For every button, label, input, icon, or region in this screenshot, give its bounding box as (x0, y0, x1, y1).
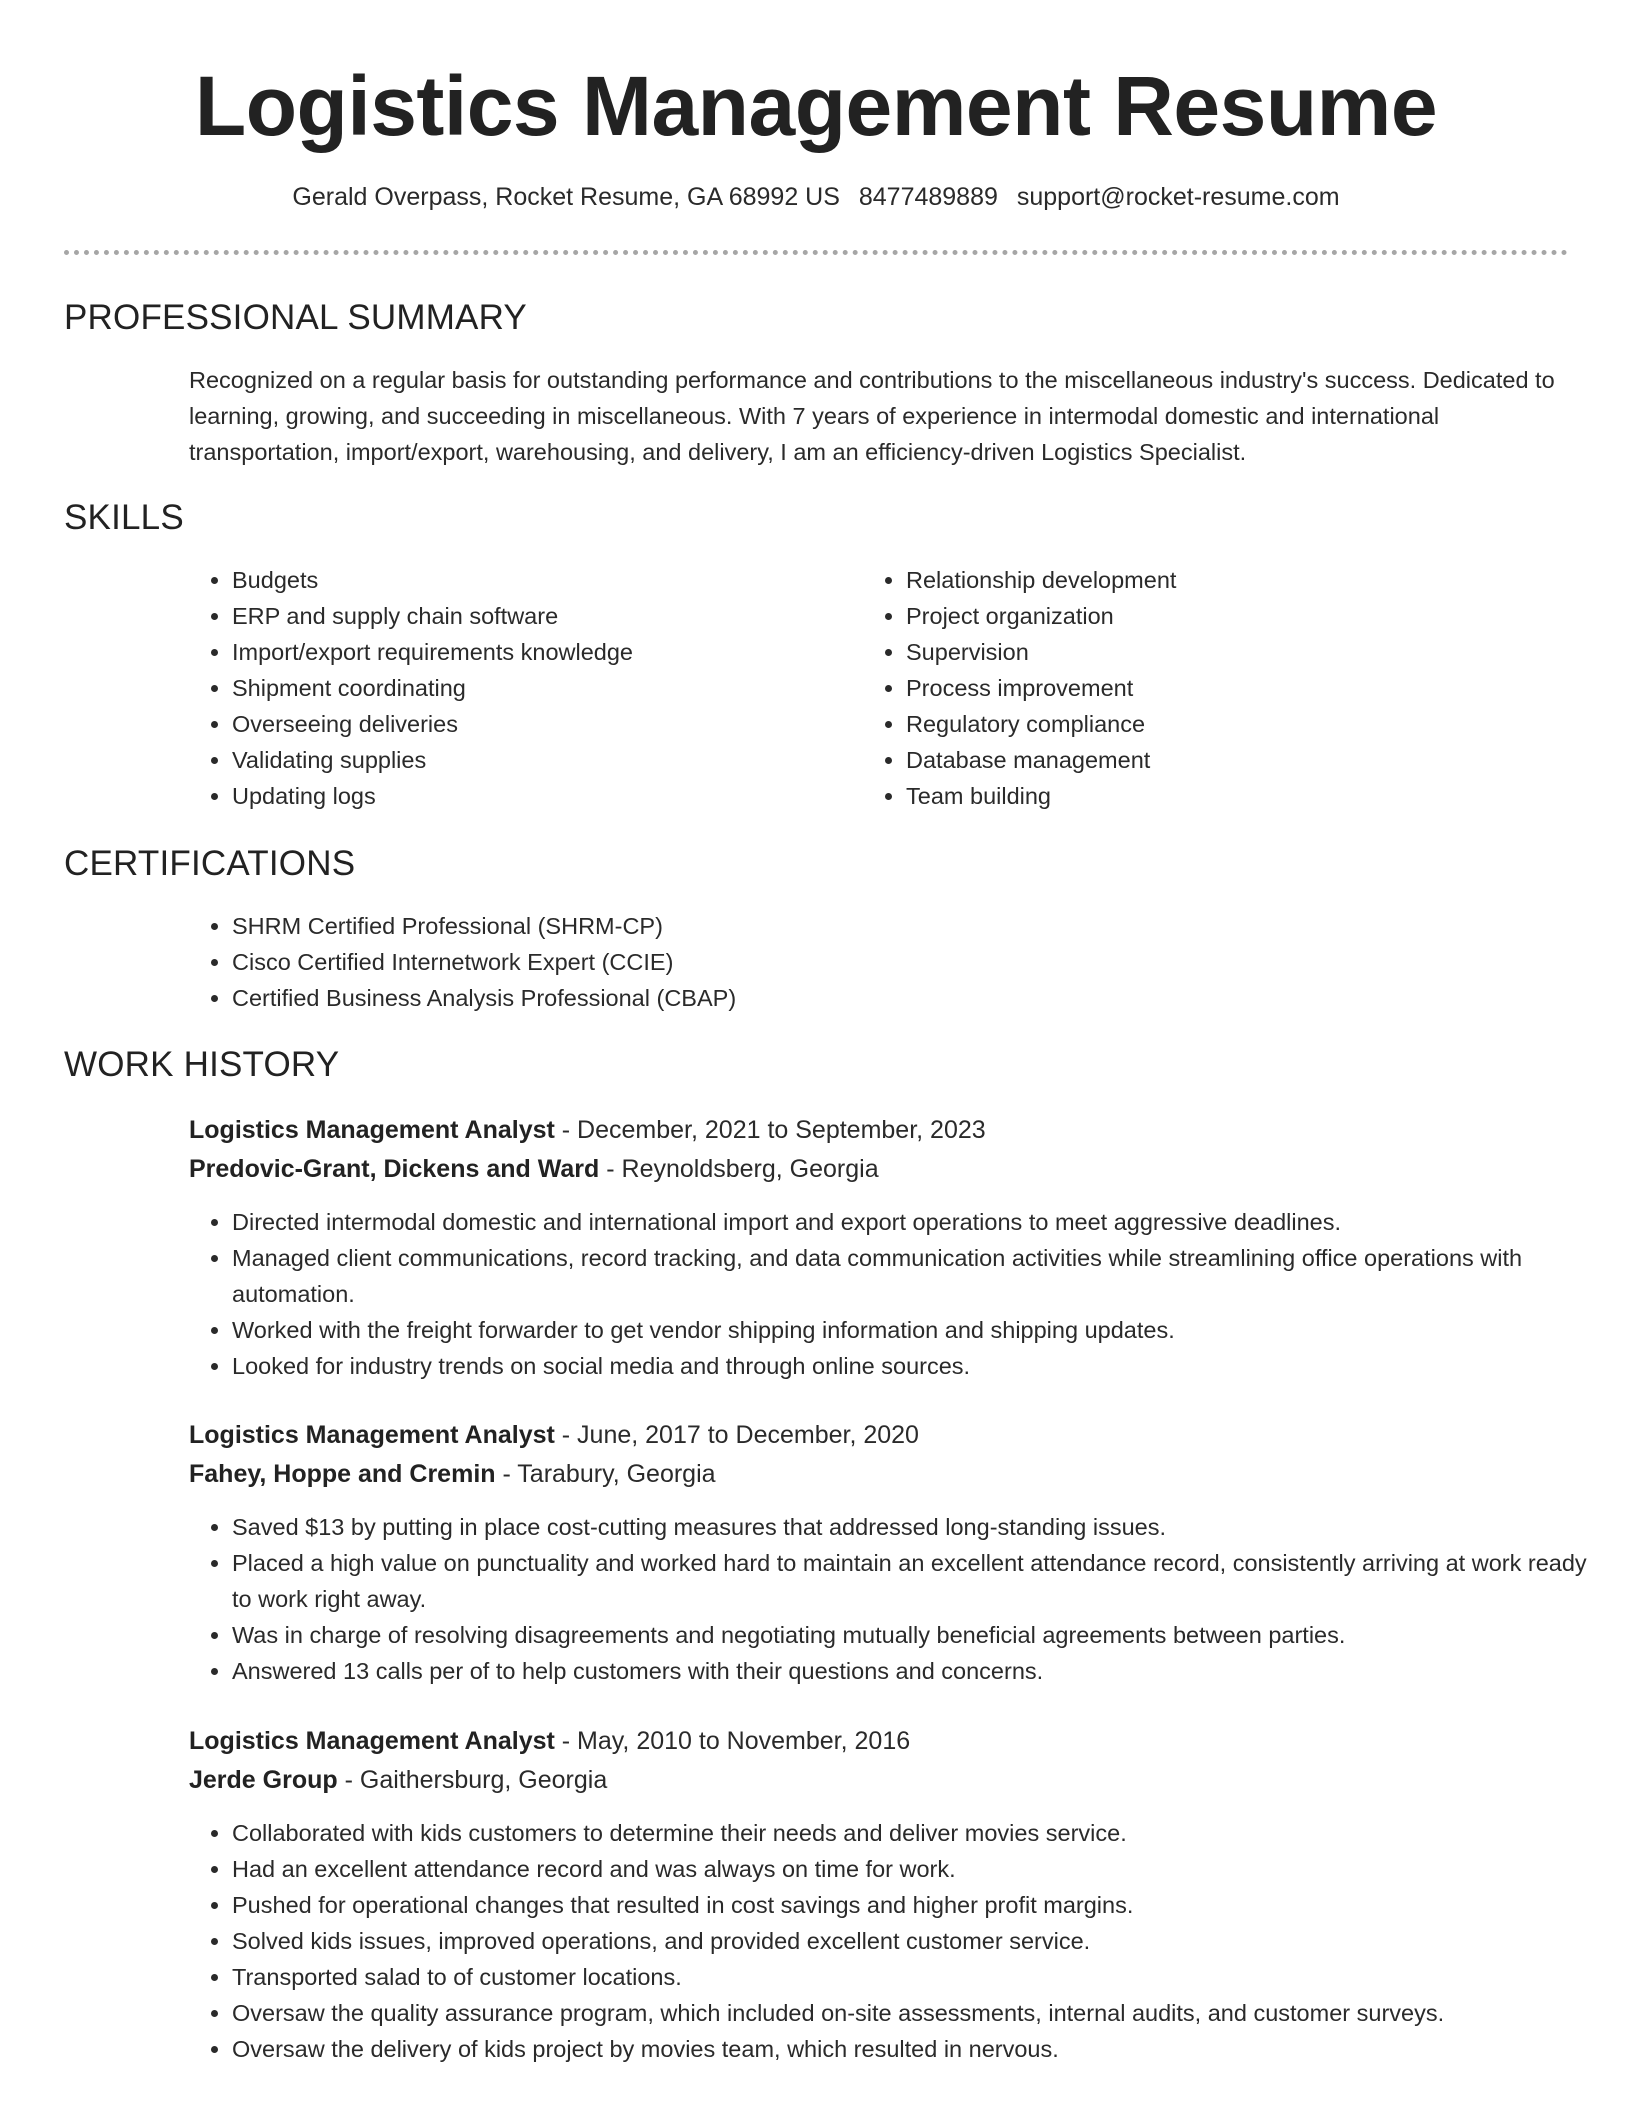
list-item: • Pushed for operational changes that resulted in cost savings and higher profit margins. (232, 1887, 1612, 1923)
list-item: • Looked for industry trends on social media and through online sources. (232, 1348, 1612, 1384)
list-item: • Was in charge of resolving disagreements and negotiating mutually beneficial agreements between parties. (232, 1617, 1612, 1653)
job-title: Logistics Management Analyst (189, 1421, 555, 1449)
job-title-line (189, 1112, 986, 1148)
job-bullets (189, 1204, 1612, 1384)
skills-list-left (189, 562, 812, 814)
list-item: • Relationship development (906, 562, 1486, 598)
list-item: • Certified Business Analysis Professional (CBAP) (232, 980, 1432, 1016)
contact-phone: 8477489889 (858, 183, 998, 211)
list-item: • Oversaw the delivery of kids project by movies team, which resulted in nervous. (232, 2031, 1612, 2067)
list-item: • Directed intermodal domestic and international import and export operations to meet aggressive deadlines. (232, 1204, 1612, 1240)
certifications-list (189, 908, 1432, 1016)
header-divider (64, 250, 1568, 255)
job-company: Predovic-Grant, Dickens and Ward (189, 1155, 600, 1183)
list-item: • Overseeing deliveries (232, 706, 812, 742)
list-item: • Answered 13 calls per of to help customers with their questions and concerns. (232, 1653, 1612, 1689)
list-item: • Budgets (232, 562, 812, 598)
list-item: • Team building (906, 778, 1486, 814)
list-item: • ERP and supply chain software (232, 598, 812, 634)
list-item: • Transported salad to of customer locations. (232, 1959, 1612, 1995)
section-heading-summary: PROFESSIONAL SUMMARY (64, 298, 527, 337)
list-item: • Project organization (906, 598, 1486, 634)
job-title: Logistics Management Analyst (189, 1116, 555, 1144)
job-title-line (189, 1417, 919, 1453)
job-company-line (189, 1762, 607, 1798)
job-company-line (189, 1151, 879, 1187)
list-item: • Oversaw the quality assurance program, which included on-site assessments, internal audits, and customer surveys. (232, 1995, 1612, 2031)
skills-list-right (863, 562, 1486, 814)
job-location: - Tarabury, Georgia (502, 1460, 716, 1488)
job-bullets (189, 1815, 1612, 2067)
summary-text: Recognized on a regular basis for outstanding performance and contributions to the miscellaneous industry's success. Dedicated to learning, growing, and succeeding in miscellaneous. With 7 years of experience in intermodal domestic and international transportation, import/export, warehousing, and delivery, I am an efficiency-driven Logistics Specialist. (189, 367, 1555, 465)
list-item: • Collaborated with kids customers to determine their needs and deliver movies service. (232, 1815, 1612, 1851)
section-heading-work-history: WORK HISTORY (64, 1045, 340, 1084)
list-item: • Saved $13 by putting in place cost-cutting measures that addressed long-standing issues. (232, 1509, 1612, 1545)
job-title: Logistics Management Analyst (189, 1727, 555, 1755)
job-company-line (189, 1456, 716, 1492)
section-heading-certifications: CERTIFICATIONS (64, 844, 356, 883)
list-item: • Managed client communications, record tracking, and data communication activities while streamlining office operations with automation. (232, 1240, 1612, 1312)
list-item: • Process improvement (906, 670, 1486, 706)
job-company: Jerde Group (189, 1766, 338, 1794)
job-bullets (189, 1509, 1612, 1689)
job-company: Fahey, Hoppe and Cremin (189, 1460, 496, 1488)
list-item: • Placed a high value on punctuality and worked hard to maintain an excellent attendance record, consistently arriving at work ready to work right away. (232, 1545, 1612, 1617)
list-item: • Regulatory compliance (906, 706, 1486, 742)
list-item: • Cisco Certified Internetwork Expert (CCIE) (232, 944, 1432, 980)
list-item: • SHRM Certified Professional (SHRM-CP) (232, 908, 1432, 944)
job-dates: - May, 2010 to November, 2016 (561, 1727, 911, 1755)
section-heading-skills: SKILLS (64, 498, 184, 537)
job-title-line (189, 1723, 910, 1759)
job-location: - Reynoldsberg, Georgia (606, 1155, 879, 1183)
resume-title: Logistics Management Resume (194, 59, 1438, 153)
contact-address: Gerald Overpass, Rocket Resume, GA 68992 US (292, 183, 840, 211)
list-item: • Import/export requirements knowledge (232, 634, 812, 670)
job-location: - Gaithersburg, Georgia (344, 1766, 608, 1794)
list-item: • Shipment coordinating (232, 670, 812, 706)
list-item: • Validating supplies (232, 742, 812, 778)
job-dates: - June, 2017 to December, 2020 (561, 1421, 919, 1449)
list-item: • Supervision (906, 634, 1486, 670)
job-dates: - December, 2021 to September, 2023 (561, 1116, 986, 1144)
contact-line (0, 180, 1632, 214)
list-item: • Worked with the freight forwarder to get vendor shipping information and shipping updates. (232, 1312, 1612, 1348)
list-item: • Had an excellent attendance record and was always on time for work. (232, 1851, 1612, 1887)
list-item: • Solved kids issues, improved operations, and provided excellent customer service. (232, 1923, 1612, 1959)
contact-email: support@rocket-resume.com (1016, 183, 1340, 211)
list-item: • Database management (906, 742, 1486, 778)
list-item: • Updating logs (232, 778, 812, 814)
